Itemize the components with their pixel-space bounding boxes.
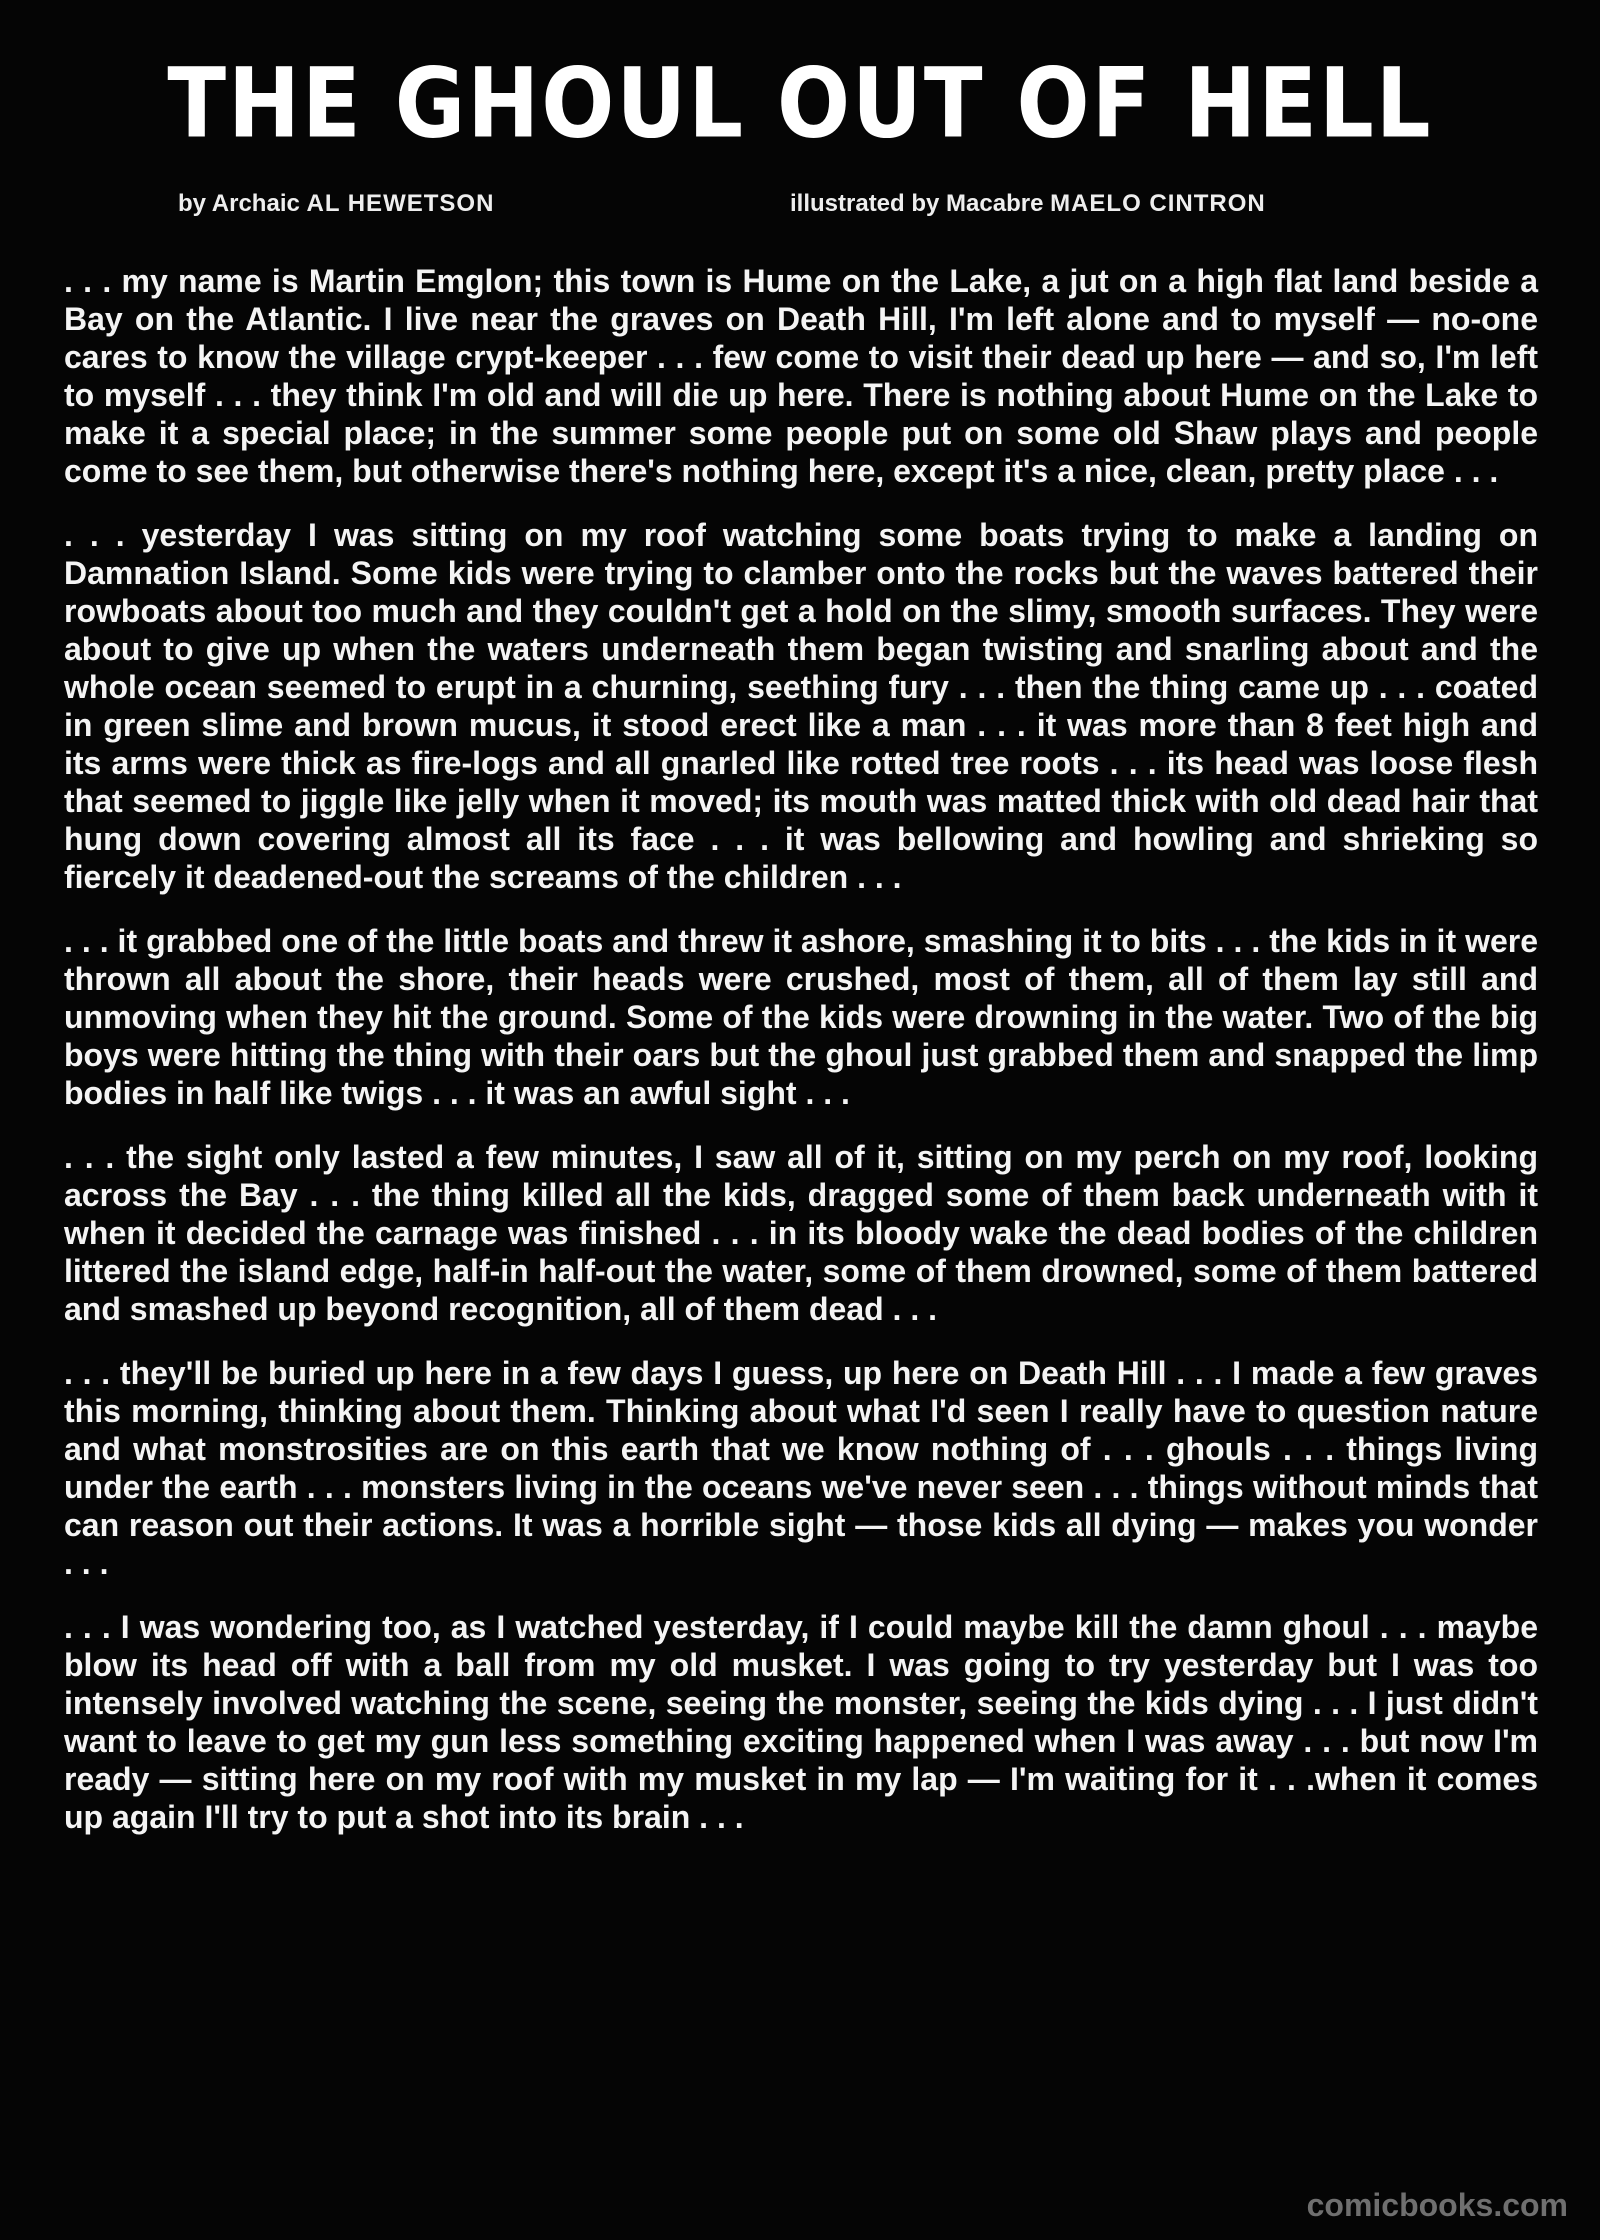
writer-prefix: by Archaic bbox=[178, 190, 300, 217]
paragraph-2: . . . yesterday I was sitting on my roof watching some boats trying to make a landing on Damnation Island. Some kids were trying to clamber onto the rocks but the waves battered their rowboats about too much and they couldn't get a hold on the slimy, smooth surfaces. They were about to give up when the waters underneath them began twisting and snarling about and the whole ocean seemed to erupt in a churning, seething fury . . . then the thing came up . . . coated in green slime and brown mucus, it stood erect like a man . . . it was more than 8 feet high and its arms were thick as fire-logs and all gnarled like rotted tree roots . . . its head was loose flesh that seemed to jiggle like jelly when it moved; its mouth was matted thick with old dead hair that hung down covering almost all its face . . . it was bellowing and howling and shrieking so fiercely it deadened-out the screams of the children . . . bbox=[64, 517, 1538, 895]
watermark: comicbooks.com bbox=[1306, 2187, 1568, 2223]
artist-prefix: illustrated by Macabre bbox=[790, 190, 1044, 217]
paragraph-5: . . . they'll be buried up here in a few days I guess, up here on Death Hill . . . I made a few graves this morning, thinking about them. Thinking about what I'd seen I really have to question nature and what monstrosities are on this earth that we know nothing of . . . ghouls . . . things living under the earth . . . monsters living in the oceans we've never seen . . . things without minds that can reason out their actions. It was a horrible sight — those kids all dying — makes you wonder . . . bbox=[64, 1355, 1538, 1581]
story-title: THE GHOUL OUT OF HELL bbox=[167, 48, 1433, 160]
artist-name: MAELO CINTRON bbox=[1050, 190, 1266, 217]
paragraph-3: . . . it grabbed one of the little boats and threw it ashore, smashing it to bits . . . the kids in it were thrown all about the shore, their heads were crushed, most of them, all of them lay still and unmoving when they hit the ground. Some of the kids were drowning in the water. Two of the big boys were hitting the thing with their oars but the ghoul just grabbed them and snapped the limp bodies in half like twigs . . . it was an awful sight . . . bbox=[64, 923, 1538, 1111]
writer-name: AL HEWETSON bbox=[306, 190, 495, 217]
writer-credit bbox=[178, 190, 494, 218]
paragraph-4: . . . the sight only lasted a few minutes, I saw all of it, sitting on my perch on my roof, looking across the Bay . . . the thing killed all the kids, dragged some of them back underneath with it when it decided the carnage was finished . . . in its bloody wake the dead bodies of the children littered the island edge, half-in half-out the water, some of them drowned, some of them battered and smashed up beyond recognition, all of them dead . . . bbox=[64, 1139, 1538, 1327]
artist-credit bbox=[790, 190, 1266, 218]
story-body bbox=[64, 262, 1538, 1862]
paragraph-6: . . . I was wondering too, as I watched yesterday, if I could maybe kill the damn ghoul . . . maybe blow its head off with a ball from my old musket. I was going to try yesterday but I was too intensely involved watching the scene, seeing the monster, seeing the kids dying . . . I just didn't want to leave to get my gun less something exciting happened when I was away . . . but now I'm ready — sitting here on my roof with my musket in my lap — I'm waiting for it . . .when it comes up again I'll try to put a shot into its brain . . . bbox=[64, 1609, 1538, 1835]
paragraph-1: . . . my name is Martin Emglon; this town is Hume on the Lake, a jut on a high flat land beside a Bay on the Atlantic. I live near the graves on Death Hill, I'm left alone and to myself — no-one cares to know the village crypt-keeper . . . few come to visit their dead up here — and so, I'm left to myself . . . they think I'm old and will die up here. There is nothing about Hume on the Lake to make it a special place; in the summer some people put on some old Shaw plays and people come to see them, but otherwise there's nothing here, except it's a nice, clean, pretty place . . . bbox=[64, 263, 1538, 489]
